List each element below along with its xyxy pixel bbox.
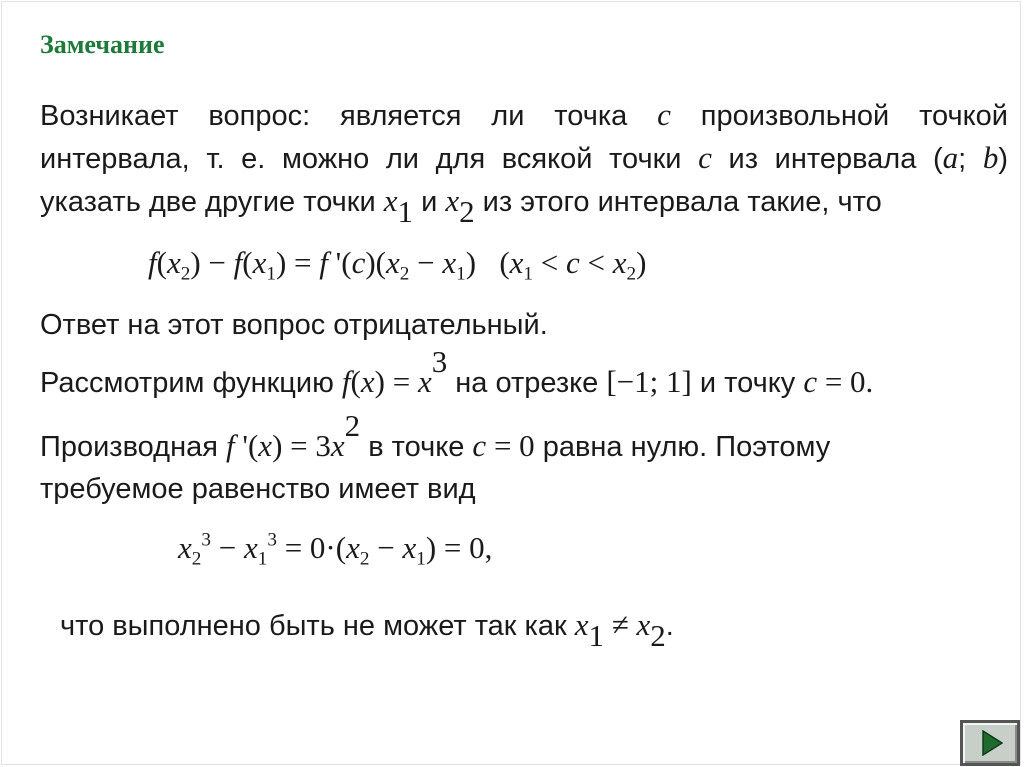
question-line-2: интервала, т. е. можно ли для всякой точки c из интервала (a; b): [40, 140, 1008, 175]
conclusion-text: что выполнено быть не может так как $x_1 \ne x_2$.: [60, 607, 674, 653]
slide: [1, 1, 1021, 765]
question-line-3: указать две другие точки $x_1$ и $x_2$ из этого интервала такие, что: [40, 183, 882, 229]
mean-value-formula: $f(x_2) - f(x_1) = f$ '$(c)(x_2 - x_1) (x_1 < c < x_2)$: [148, 245, 647, 285]
cubic-equality-formula: $x_2^3 - x_1^3 = 0\cdot(x_2 - x_1) = 0$,: [178, 529, 493, 570]
question-paragraph: [40, 94, 1008, 229]
next-slide-button[interactable]: [960, 720, 1020, 766]
answer-text: Ответ на этот вопрос отрицательный.: [40, 309, 548, 341]
derivative-text: Производная f '$(x) = 3x^2$ в точке c = 0 равна нулю. Поэтому требуемое равенство имеет вид: [40, 407, 831, 505]
example-function-text: Рассмотрим функцию $f(x) = x^3$ на отрезке [−1; 1] и точку c = 0.: [40, 344, 874, 400]
slide-title: Замечание: [40, 30, 165, 59]
next-slide-arrow-icon: [981, 730, 1003, 756]
question-line-1: Возникает вопрос: является ли точка c произвольной точкой: [40, 97, 1008, 132]
